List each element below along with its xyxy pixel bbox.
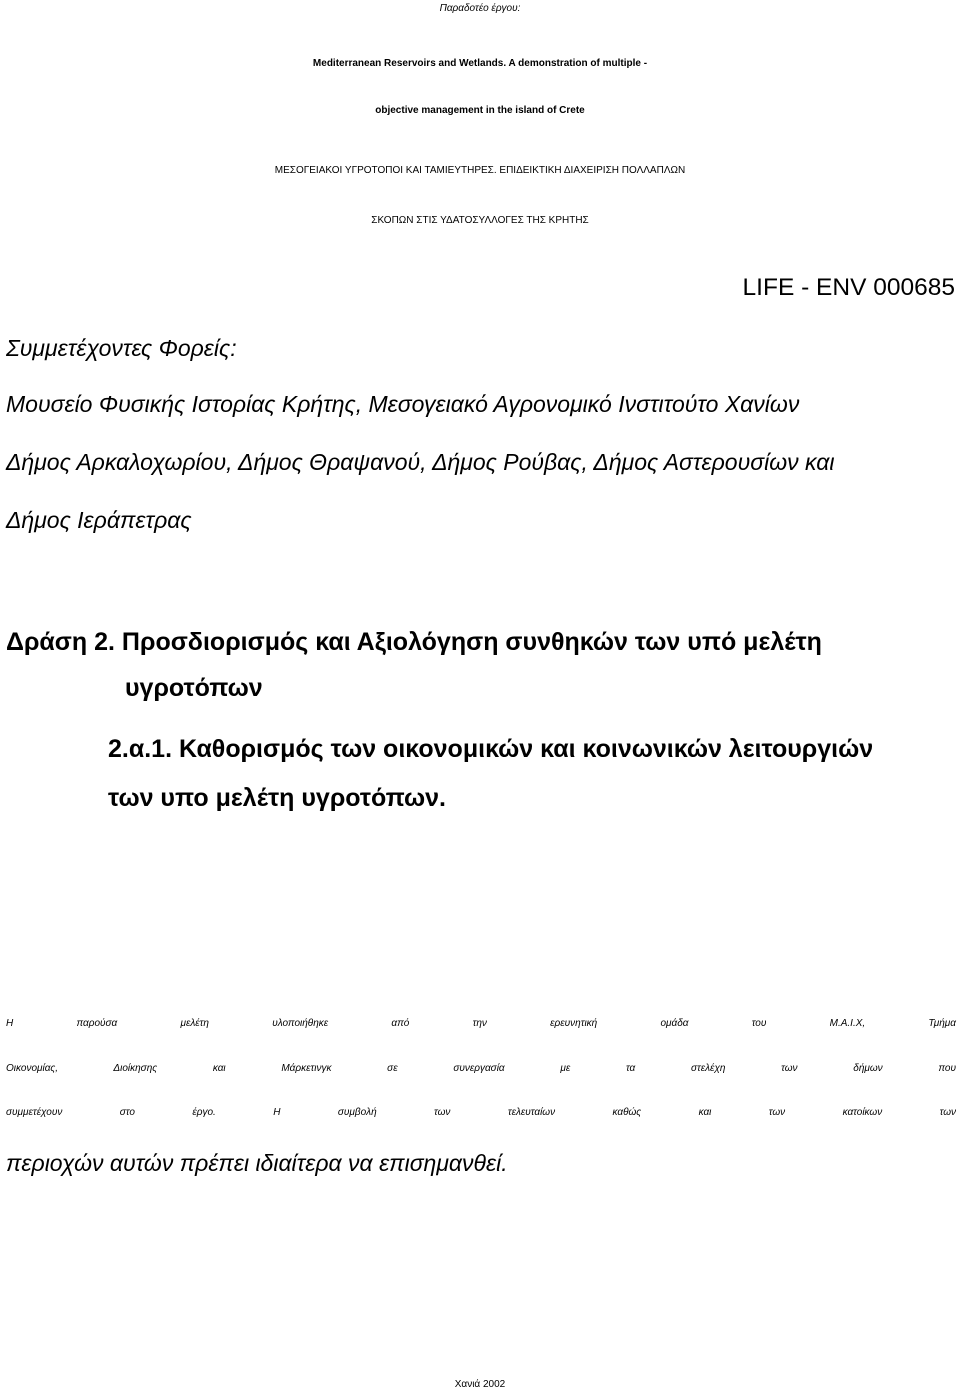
partners-line-1: Μουσείο Φυσικής Ιστορίας Κρήτης, Μεσογειακό Αγρονομικό Ινστιτούτο Χανίων	[6, 391, 800, 417]
greek-title-line-1: ΜΕΣΟΓΕΙΑΚΟΙ ΥΓΡΟΤΟΠΟΙ ΚΑΙ ΤΑΜΙΕΥΤΗΡΕΣ. ΕΠΙΔΕΙΚΤΙΚΗ ΔΙΑΧΕΙΡΙΣΗ ΠΟΛΛΑΠΛΩΝ	[274, 165, 686, 176]
subaction-heading-line-2: των υπο μελέτη υγροτόπων.	[108, 784, 447, 812]
partners-line-3: Δήμος Ιεράπετρας	[6, 507, 192, 533]
action-heading-line-1: Δράση 2. Προσδιορισμός και Αξιολόγηση συνθηκών των υπό μελέτη	[6, 628, 822, 656]
paragraph-line-2: Οικονομίας, Διοίκησης και Μάρκετινγκ σε συνεργασία με τα στελέχη των δήμων που	[6, 1063, 956, 1074]
action-heading-line-2: υγροτόπων	[125, 674, 263, 702]
paragraph-line-3: συμμετέχουν στο έργο. Η συμβολή των τελευταίων καθώς και των κατοίκων των	[6, 1107, 956, 1118]
greek-title-line-2: ΣΚΟΠΩΝ ΣΤΙΣ ΥΔΑΤΟΣΥΛΛΟΓΕΣ ΤΗΣ ΚΡΗΤΗΣ	[371, 215, 589, 226]
place-date-footer: Χανιά 2002	[454, 1379, 506, 1390]
paragraph-line-1: Η παρούσα μελέτη υλοποιήθηκε από την ερευνητική ομάδα του Μ.Α.Ι.Χ, Τμήμα	[6, 1018, 956, 1029]
english-title-line-2: objective management in the island of Crete	[375, 105, 585, 116]
project-code: LIFE - ENV 000685	[742, 274, 955, 301]
deliverable-label: Παραδοτέο έργου:	[439, 3, 521, 14]
partners-label: Συμμετέχοντες Φορείς:	[6, 335, 237, 361]
english-title-line-1: Mediterranean Reservoirs and Wetlands. A demonstration of multiple -	[312, 58, 648, 69]
subaction-heading-line-1: 2.α.1. Καθορισμός των οικονομικών και κοινωνικών λειτουργιών	[108, 735, 874, 763]
paragraph-line-4: περιοχών αυτών πρέπει ιδιαίτερα να επισημανθεί.	[6, 1150, 508, 1176]
partners-line-2: Δήμος Αρκαλοχωρίου, Δήμος Θραψανού, Δήμος Ρούβας, Δήμος Αστερουσίων και	[6, 449, 835, 475]
